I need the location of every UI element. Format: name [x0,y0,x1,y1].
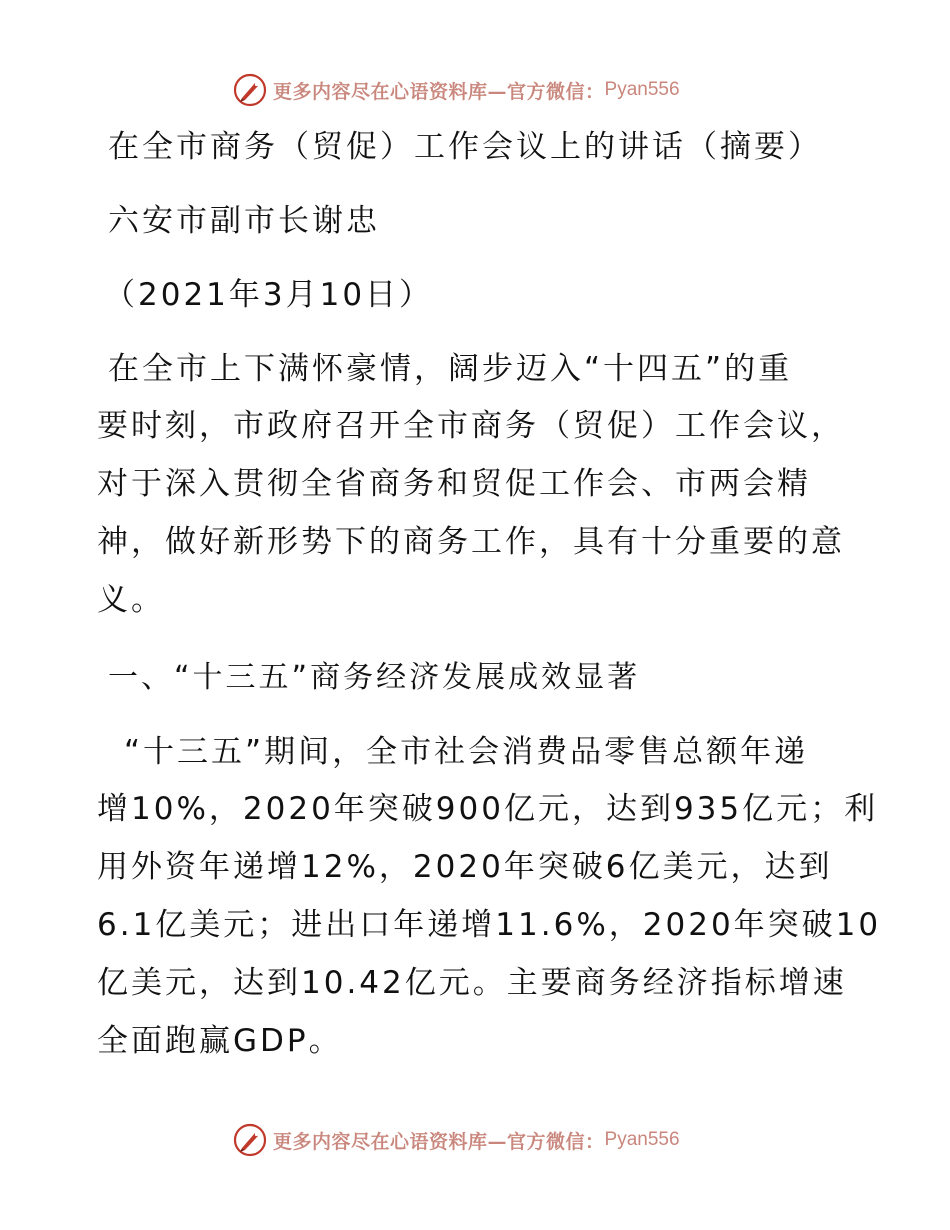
date-line: （2021年3月10日） [104,277,434,313]
section-paragraph-line: 增10%，2020年突破900亿元，达到935亿元；利 [97,791,879,827]
section-paragraph-line: “十三五”期间，全市社会消费品零售总额年递 [124,734,809,770]
watermark-footer [233,1120,680,1160]
section-paragraph-line: 6.1亿美元；进出口年递增11.6%，2020年突破10 [97,907,882,943]
intro-line: 神，做好新形势下的商务工作，具有十分重要的意 [97,524,845,560]
intro-line: 义。 [97,582,165,618]
section-paragraph-line: 亿美元，达到10.42亿元。主要商务经济指标增速 [97,965,847,1001]
watermark-text: 更多内容尽在心语资料库—官方微信： [273,80,605,103]
document-title: 在全市商务（贸促）工作会议上的讲话（摘要） [108,129,822,165]
section-paragraph-line: 用外资年递增12%，2020年突破6亿美元，达到 [97,849,833,885]
pen-logo-icon [233,73,267,107]
intro-line: 要时刻，市政府召开全市商务（贸促）工作会议， [97,408,845,444]
intro-line: 对于深入贯彻全省商务和贸促工作会、市两会精 [97,466,811,502]
section-paragraph-line: 全面跑赢GDP。 [97,1023,343,1059]
watermark-wechat-id: Pyan556 [604,79,680,100]
speaker-line: 六安市副市长谢忠 [108,203,380,239]
watermark-text: 更多内容尽在心语资料库—官方微信： [273,1130,605,1153]
watermark-header [233,70,680,110]
intro-line: 在全市上下满怀豪情，阔步迈入“十四五”的重 [108,351,793,387]
pen-logo-icon [233,1123,267,1157]
watermark-wechat-id: Pyan556 [604,1129,680,1150]
section-heading: 一、“十三五”商务经济发展成效显著 [108,660,641,695]
